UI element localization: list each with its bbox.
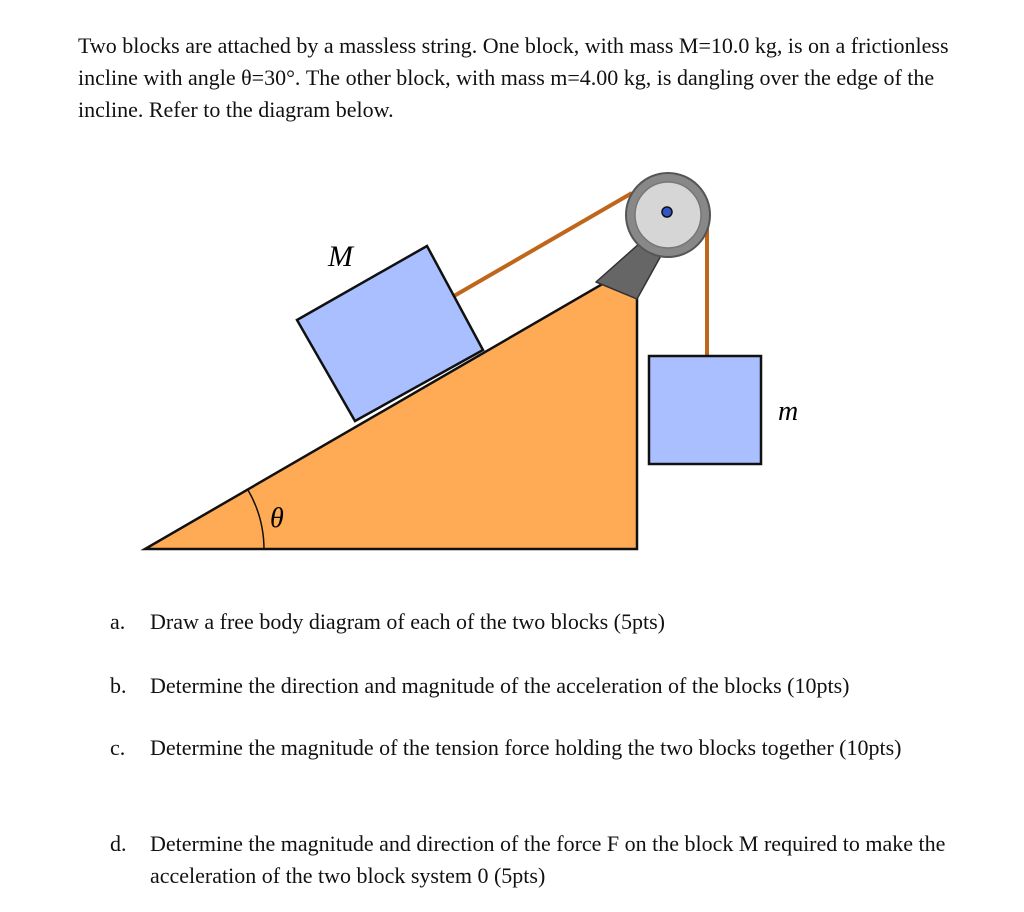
question-b	[110, 670, 849, 702]
label-m: m	[778, 396, 799, 427]
question-c-letter: c.	[110, 735, 126, 760]
label-theta: θ	[270, 503, 284, 534]
question-b-text: Determine the direction and magnitude of the acceleration of the blocks (10pts)	[150, 673, 850, 698]
question-c-text: Determine the magnitude of the tension force holding the two blocks together (10pts)	[150, 735, 902, 760]
question-a	[110, 606, 665, 638]
question-a-letter: a.	[110, 609, 126, 634]
problem-statement: Two blocks are attached by a massless string. One block, with mass M=10.0 kg, is on a frictionless incline with angle θ=30°. The other block, with mass m=4.00 kg, is dangling over the edge of the incline. Refer to the diagram below.	[78, 33, 949, 122]
label-M: M	[328, 240, 353, 273]
question-d-letter: d.	[110, 831, 127, 856]
question-a-text: Draw a free body diagram of each of the two blocks (5pts)	[150, 609, 665, 634]
question-b-letter: b.	[110, 673, 127, 698]
question-d	[110, 828, 970, 892]
question-d-text: Determine the magnitude and direction of the force F on the block M required to make the acceleration of the two block system 0 (5pts)	[150, 831, 946, 888]
pulley-axle	[662, 207, 672, 217]
block-m	[649, 356, 761, 464]
question-c	[110, 732, 901, 764]
